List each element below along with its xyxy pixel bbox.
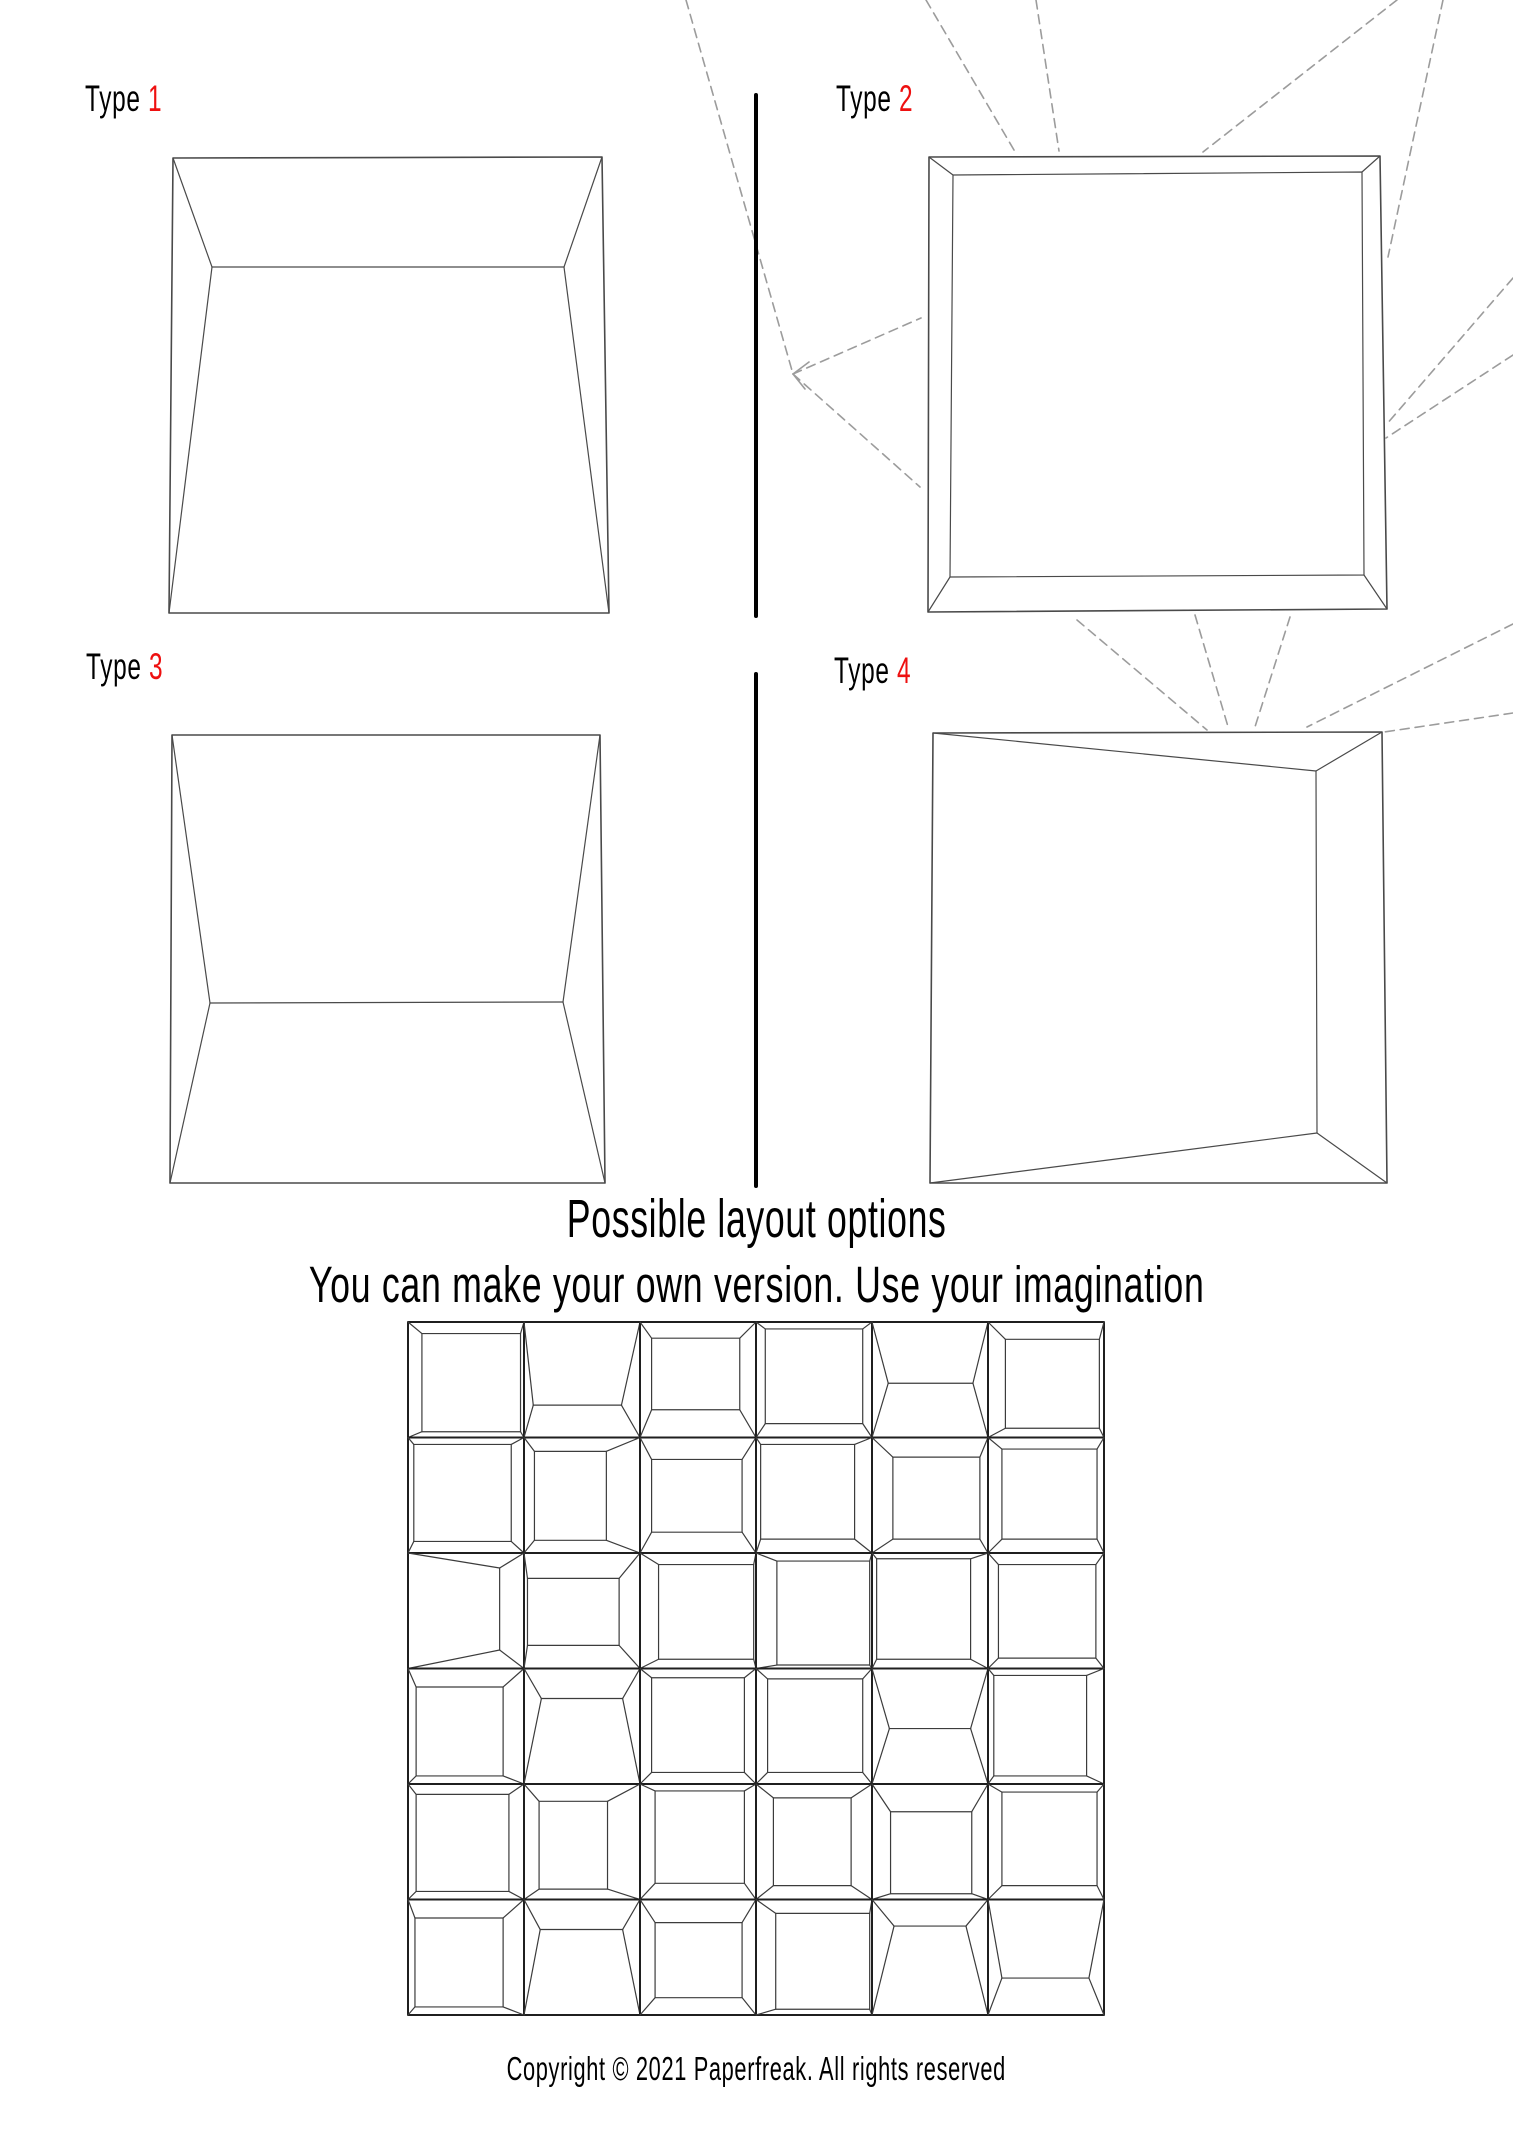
copyright-line: [0, 2052, 1513, 2085]
type1-label-number: 1: [148, 78, 163, 119]
grid-cell-r2c0-fold: [408, 1650, 500, 1668]
grid-cell-r4c5-fold: [1097, 1886, 1104, 1900]
dashed-ray-13: [1254, 617, 1290, 730]
panel-type2-fold: [928, 577, 950, 612]
grid-cell-r2c2-fold: [640, 1659, 659, 1668]
grid-cell-r4c1-inner: [539, 1801, 607, 1889]
dashed-ray-11: [1077, 620, 1207, 730]
grid-cell-r4c0-fold: [408, 1784, 416, 1794]
grid-cell-r4c0: [408, 1784, 524, 1900]
grid-cell-r1c0-fold: [511, 1541, 524, 1553]
grid-cell-r0c2-fold: [740, 1410, 756, 1438]
grid-cell-r1c2-fold: [742, 1438, 756, 1460]
type1-label: [85, 80, 162, 117]
heading-line2-text: You can make your own version. Use your imagination: [308, 1256, 1205, 1313]
panel-type4-outline: [930, 732, 1387, 1183]
grid-cell-r4c0-fold: [408, 1891, 416, 1899]
grid-cell-r1c2-fold: [742, 1532, 756, 1553]
grid-cell-r1c0: [408, 1438, 524, 1554]
dashed-ray-6: [1388, 0, 1443, 257]
grid-cell-r3c1: [524, 1669, 640, 1785]
dashed-ray-10: [1384, 713, 1513, 732]
panel-type2-fold: [1362, 156, 1380, 172]
heading-line1: [0, 1189, 1513, 1249]
grid-cell-r2c5: [988, 1553, 1104, 1669]
type1-label-text: Type: [85, 78, 149, 119]
grid-cell-r0c0: [408, 1322, 524, 1438]
grid-cell-r2c5-fold: [1096, 1658, 1104, 1668]
grid-cell-r4c0-fold: [509, 1891, 524, 1899]
grid-cell-r1c4-fold: [872, 1539, 893, 1553]
grid-cell-r4c5-fold: [988, 1886, 1002, 1900]
grid-cell-r1c4: [872, 1438, 988, 1554]
grid-cell-r0c1-fold: [524, 1322, 533, 1405]
grid-cell-r1c1-fold: [524, 1540, 534, 1553]
grid-cell-r0c1-fold: [621, 1322, 640, 1405]
grid-cell-r4c2-fold: [744, 1883, 756, 1899]
grid-cell-r1c5: [988, 1438, 1104, 1554]
grid-cell-r5c4: [872, 1900, 988, 2016]
type2-label-number: 2: [899, 78, 914, 119]
grid-cell-r1c5-fold: [988, 1539, 1002, 1553]
grid-cell-r1c1-fold: [524, 1438, 534, 1452]
grid-cell-r4c3-fold: [756, 1784, 773, 1798]
type4-label-number: 4: [897, 650, 912, 691]
grid-cell-r3c2-fold: [744, 1669, 756, 1678]
grid-cell-r5c2-fold: [742, 1998, 756, 2015]
grid-cell-r5c0-fold: [408, 1900, 415, 1918]
dashed-ray-0: [686, 0, 793, 374]
grid-cell-r0c0-inner: [422, 1334, 521, 1432]
grid-cell-r3c5-inner: [994, 1675, 1087, 1775]
panel-type3-fold: [170, 1003, 210, 1183]
grid-cell-r1c2-fold: [640, 1438, 652, 1460]
grid-cell-r5c0-fold: [503, 1900, 524, 1918]
type4-label: [834, 652, 911, 689]
grid-cell-r4c5: [988, 1784, 1104, 1900]
grid-cell-r2c2: [640, 1553, 756, 1669]
grid-cell-r0c4-fold: [973, 1383, 988, 1437]
grid-cell-r1c4-fold: [980, 1438, 988, 1458]
grid-cell-r4c0-inner: [416, 1794, 509, 1891]
grid-cell-r0c2-fold: [640, 1322, 652, 1338]
grid-cell-r1c3-fold: [855, 1438, 872, 1445]
grid-cell-r5c5-fold: [988, 1900, 1002, 1979]
grid-cell-r1c5-inner: [1002, 1449, 1097, 1539]
grid-cell-r3c4-fold: [872, 1729, 889, 1784]
type2-label-text: Type: [836, 78, 900, 119]
type2-label: [836, 80, 913, 117]
grid-cell-r2c1-inner: [527, 1578, 619, 1645]
grid-cell-r4c3-fold: [756, 1886, 773, 1900]
dashed-ray-9: [1307, 624, 1513, 727]
grid-cell-r2c0-fold: [500, 1650, 524, 1668]
grid-cell-r3c3: [756, 1669, 872, 1785]
grid-cell-r3c4: [872, 1669, 988, 1785]
panel-type4-fold: [933, 733, 1316, 771]
grid-cell-r5c5-fold: [1089, 1978, 1104, 2015]
grid-cell-r0c4: [872, 1322, 988, 1438]
panel-type2-inner-face: [950, 172, 1364, 577]
grid-cell-r2c2-inner: [659, 1565, 754, 1660]
type3-label: [86, 648, 163, 685]
grid-cell-r1c4-fold: [872, 1438, 893, 1458]
grid-cell-r2c5-inner: [998, 1565, 1095, 1659]
grid-cell-r0c3-fold: [863, 1424, 872, 1438]
grid-cell-r3c1-fold: [524, 1669, 541, 1699]
grid-cell-r5c1-fold: [623, 1900, 640, 1930]
dashed-ray-3: [926, 0, 1014, 150]
grid-cell-r5c4-fold: [966, 1900, 988, 1927]
grid-cell-r0c3-inner: [765, 1329, 862, 1424]
grid-cell-r2c0-fold: [500, 1553, 524, 1568]
grid-cell-r0c0-fold: [408, 1322, 422, 1334]
grid-cell-r1c5-fold: [988, 1438, 1002, 1450]
grid-cell-r5c3-fold: [756, 1900, 776, 1914]
grid-cell-r4c2-fold: [744, 1784, 756, 1791]
grid-cell-r5c2-fold: [640, 1900, 655, 1923]
grid-cell-r0c2: [640, 1322, 756, 1438]
grid-cell-r3c4-fold: [971, 1729, 988, 1784]
grid-cell-r0c5-inner: [1005, 1339, 1099, 1428]
panel-type2-outline: [928, 156, 1387, 612]
grid-cell-r3c0-fold: [408, 1776, 416, 1784]
dashed-ray-7: [1386, 278, 1513, 425]
type4-label-text: Type: [834, 650, 898, 691]
grid-cell-r2c5-fold: [988, 1658, 998, 1668]
grid-cell-r3c3-fold: [863, 1669, 872, 1679]
grid-cell-r0c3-fold: [756, 1322, 765, 1329]
panel-type3-ridge: [210, 1002, 563, 1003]
grid-cell-r2c3: [756, 1553, 872, 1669]
dashed-ray-8: [1386, 355, 1513, 438]
grid-cell-r1c5-fold: [1097, 1438, 1104, 1450]
grid-cell-r5c1-fold: [524, 1930, 540, 2015]
grid-cell-r3c2-fold: [640, 1772, 652, 1784]
grid-cell-r5c2-fold: [742, 1900, 756, 1923]
grid-cell-r1c2-inner: [652, 1459, 742, 1532]
grid-cell-r3c0-fold: [503, 1776, 524, 1784]
grid-cell-r2c1-fold: [619, 1553, 640, 1578]
grid-cell-r0c3-fold: [863, 1322, 872, 1329]
grid-cell-r1c1-inner: [534, 1451, 606, 1540]
grid-cell-r5c1-fold: [524, 1900, 540, 1930]
grid-cell-r3c5-fold: [1087, 1669, 1104, 1676]
grid-cell-r4c2-fold: [640, 1883, 655, 1899]
panel-type4-fold: [930, 1133, 1317, 1183]
grid-cell-r5c0: [408, 1900, 524, 2016]
grid-cell-r3c2: [640, 1669, 756, 1785]
grid-cell-r0c2-inner: [652, 1338, 740, 1410]
panel-type4-ridge: [1316, 771, 1317, 1133]
grid-cell-r0c1-fold: [524, 1405, 533, 1437]
grid-cell-r0c1-fold: [621, 1405, 640, 1437]
grid-cell-r3c3-fold: [756, 1669, 768, 1679]
grid-cell-r5c5: [988, 1900, 1104, 2016]
panel-type2-fold: [1364, 575, 1387, 609]
grid-cell-r0c4-fold: [973, 1322, 988, 1383]
type3-label-text: Type: [86, 646, 150, 687]
grid-cell-r1c3-fold: [855, 1539, 872, 1553]
grid-cell-r2c3-fold: [756, 1553, 777, 1561]
grid-cell-r3c1-fold: [623, 1699, 640, 1784]
grid-cell-r2c0-fold: [408, 1553, 500, 1568]
grid-cell-r4c3-inner: [773, 1798, 851, 1886]
panel-type1-fold: [564, 267, 609, 613]
grid-cell-r1c4-inner: [893, 1457, 980, 1539]
grid-cell-r2c1: [524, 1553, 640, 1669]
heading-line2: [0, 1256, 1513, 1313]
grid-cell-r2c0: [408, 1553, 524, 1669]
panel-type4-fold: [1317, 1133, 1387, 1183]
grid-cell-r3c4-fold: [971, 1669, 988, 1729]
grid-cell-r2c4-fold: [971, 1659, 988, 1668]
grid-cell-r5c2-fold: [640, 1998, 655, 2015]
grid-cell-r0c3: [756, 1322, 872, 1438]
grid-cell-r5c0-inner: [415, 1918, 503, 2007]
grid-cell-r3c3-fold: [863, 1772, 872, 1784]
grid-cell-r5c0-fold: [408, 2007, 415, 2015]
grid-cell-r4c1-fold: [608, 1889, 640, 1899]
grid-cell-r4c1-fold: [524, 1889, 539, 1899]
grid-cell-r1c0-inner: [414, 1444, 511, 1541]
grid-cell-r5c1: [524, 1900, 640, 2016]
grid-cell-r4c0-fold: [509, 1784, 524, 1794]
copyright-text: Copyright © 2021 Paperfreak. All rights reserved: [506, 2050, 1007, 2087]
grid-cell-r5c3-inner: [776, 1913, 870, 2009]
grid-cell-r1c1-fold: [606, 1540, 640, 1553]
grid-cell-r3c0-inner: [416, 1687, 503, 1776]
grid-cell-r1c2: [640, 1438, 756, 1554]
grid-cell-r4c3-fold: [851, 1784, 872, 1798]
grid-cell-r4c1-fold: [608, 1784, 640, 1801]
grid-cell-r3c1-fold: [623, 1669, 640, 1699]
panel-type4-fold: [1316, 732, 1382, 771]
grid-cell-r5c4-fold: [966, 1926, 988, 2015]
grid-cell-r0c4-fold: [872, 1322, 888, 1383]
grid-cell-r2c1-fold: [619, 1645, 640, 1668]
grid-cell-r4c4-inner: [891, 1812, 972, 1894]
panel-type1-fold: [173, 158, 212, 267]
grid-cell-r3c4-fold: [872, 1669, 889, 1729]
grid-cell-r5c4-fold: [872, 1900, 894, 1927]
grid-cell-r4c5-inner: [1002, 1792, 1097, 1886]
grid-cell-r1c3-inner: [761, 1444, 855, 1539]
grid-cell-r1c0-fold: [511, 1438, 524, 1445]
dashed-ray-2: [793, 374, 920, 487]
grid-cell-r4c4-fold: [972, 1784, 988, 1812]
grid-cell-r0c2-fold: [740, 1322, 756, 1338]
panel-type3-fold: [172, 735, 210, 1003]
grid-cell-r0c5-fold: [988, 1322, 1005, 1339]
grid-cell-r0c3-fold: [756, 1424, 765, 1438]
grid-cell-r4c2-inner: [655, 1791, 744, 1883]
grid-cell-r3c2-inner: [652, 1678, 745, 1773]
grid-cell-r1c5-fold: [1097, 1539, 1104, 1553]
grid-cell-r3c2-fold: [744, 1772, 756, 1784]
grid-cell-r3c5-fold: [1087, 1776, 1104, 1784]
grid-cell-r4c4: [872, 1784, 988, 1900]
grid-cell-r3c0-fold: [408, 1669, 416, 1687]
grid-cell-r2c2-fold: [640, 1553, 659, 1565]
grid-cell-r5c5-fold: [988, 1978, 1002, 2015]
grid-cell-r3c2-fold: [640, 1669, 652, 1678]
grid-cell-r2c3-inner: [777, 1561, 870, 1665]
grid-cell-r1c2-fold: [640, 1532, 652, 1553]
grid-cell-r0c1: [524, 1322, 640, 1438]
panel-type3-outline: [170, 735, 605, 1183]
panel-type1-outline: [169, 157, 609, 613]
grid-cell-r5c1-fold: [623, 1930, 640, 2015]
grid-cell-r5c3: [756, 1900, 872, 2016]
grid-cell-r4c4-fold: [872, 1784, 891, 1812]
panel-type3-fold: [563, 735, 600, 1002]
dashed-ray-1: [793, 318, 921, 374]
grid-cell-r4c3-fold: [851, 1886, 872, 1900]
grid-cell-r4c1-fold: [524, 1784, 539, 1801]
grid-cell-r4c2-fold: [640, 1784, 655, 1791]
grid-cell-r4c5-fold: [988, 1784, 1002, 1792]
grid-cell-r0c4-fold: [872, 1383, 888, 1437]
grid-cell-r5c4-fold: [872, 1926, 894, 2015]
grid-cell-r3c0: [408, 1669, 524, 1785]
grid-cell-r3c3-inner: [768, 1679, 863, 1773]
grid-cell-r2c4-inner: [877, 1559, 971, 1659]
grid-cell-r0c5-fold: [988, 1428, 1005, 1437]
grid-cell-r0c2-fold: [640, 1410, 652, 1438]
grid-cell-r4c5-fold: [1097, 1784, 1104, 1792]
grid-cell-r3c3-fold: [756, 1772, 768, 1784]
grid-cell-r2c5-fold: [988, 1553, 998, 1565]
grid-cell-r5c0-fold: [503, 2007, 524, 2015]
panel-type3-fold: [563, 1002, 605, 1183]
grid-cell-r3c1-fold: [524, 1699, 541, 1784]
panel-type1-fold: [564, 157, 602, 267]
grid-cell-r5c2-inner: [655, 1923, 742, 1998]
grid-cell-r4c2: [640, 1784, 756, 1900]
grid-cell-r1c1-fold: [606, 1438, 640, 1452]
dashed-ray-4: [1036, 0, 1059, 151]
grid-cell-r1c4-fold: [980, 1539, 988, 1553]
dashed-ray-12: [1195, 615, 1229, 730]
panel-type1-fold: [169, 267, 212, 613]
grid-cell-r3c0-fold: [503, 1669, 524, 1687]
panel-type2-fold: [929, 157, 953, 175]
type3-label-number: 3: [149, 646, 164, 687]
ray-arrowhead: [793, 374, 805, 389]
dashed-ray-5: [1203, 0, 1397, 152]
grid-cell-r1c1: [524, 1438, 640, 1554]
grid-cell-r5c5-fold: [1089, 1900, 1104, 1979]
heading-line1-text: Possible layout options: [566, 1189, 947, 1249]
grid-cell-r2c5-fold: [1096, 1553, 1104, 1565]
